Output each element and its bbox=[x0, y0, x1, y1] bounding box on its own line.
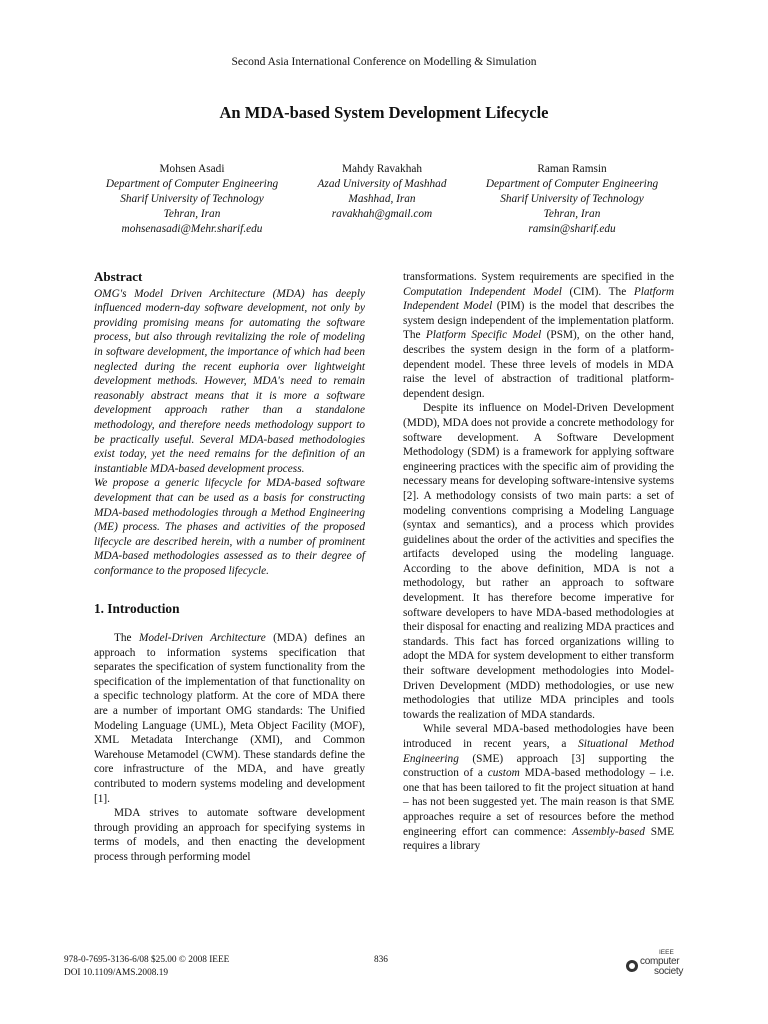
abstract-heading: Abstract bbox=[94, 269, 143, 284]
right-column bbox=[403, 270, 674, 854]
body-paragraph-1: transformations. System requirements are specified in the Computation Independent Model (CIM). The Platform Independent Model (PIM) is the model that describes the system design independent of the implementation platform. The Platform Specific Model (PSM), on the other hand, describes the system design in the form of a platform-dependent model. These three levels of models in MDA raise the level of abstraction of traditional platform-dependent design. bbox=[403, 271, 675, 400]
author-institution: Sharif University of Technology bbox=[120, 193, 264, 205]
author-name: Raman Ramsin bbox=[537, 163, 607, 175]
abstract-paragraph-2: We propose a generic lifecycle for MDA-based software development that can be used as a basis for constructing MDA-based methodologies through a Method Engineering (ME) process. The phases and activities of the proposed lifecycle are described herein, with a number of prominent MDA-based methodologies assessed as to their degree of conformance to the proposed lifecycle. bbox=[94, 477, 365, 577]
author-name: Mohsen Asadi bbox=[159, 163, 225, 175]
author-institution: Mashhad, Iran bbox=[348, 193, 416, 205]
conference-name: Second Asia International Conference on Modelling & Simulation bbox=[231, 56, 537, 68]
page-number: 836 bbox=[374, 955, 388, 965]
logo-line-1: computer bbox=[640, 956, 680, 967]
author-affiliation: Department of Computer Engineering bbox=[485, 178, 659, 190]
isbn-text: 978-0-7695-3136-6/08 $25.00 © 2008 IEEE bbox=[64, 955, 230, 965]
author-affiliation: Azad University of Mashhad bbox=[317, 178, 447, 190]
introduction-heading: 1. Introduction bbox=[94, 601, 180, 617]
author-email: ramsin@sharif.edu bbox=[528, 223, 616, 235]
author-institution: Sharif University of Technology bbox=[500, 193, 644, 205]
body-paragraph-3: While several MDA-based methodologies have been introduced in recent years, a Situational Method Engineering (SME) approach [3] supporting the construction of a custom MDA-based methodology – i.e. one that has been tailored to fit the project situation at hand – has not been suggested yet. The main reason is that SME approaches require a set of resources before the method engineering effort can commence: Assembly-based SME requires a library bbox=[403, 723, 675, 853]
ieee-logo-icon bbox=[626, 960, 638, 972]
author-city: Tehran, Iran bbox=[163, 208, 221, 220]
left-column bbox=[94, 270, 365, 865]
intro-paragraph-2: MDA strives to automate software development through providing an approach for specifying systems in terms of models, and then enacting the development process through performing model bbox=[94, 807, 365, 863]
body-paragraph-2: Despite its influence on Model-Driven Development (MDD), MDA does not provide a concrete methodology for software development. A Software Development Methodology (SDM) is a framework for applying software engineering practices with the specific aim of providing the necessary means for developing software-intensive systems [2]. A methodology consists of two main parts: a set of modeling conventions comprising a Modeling Language (syntax and semantics), and a process which provides guidelines about the order of the activities and specifies the artifacts developed using the modeling language. According to the above definition, MDA is not a methodology, but rather an approach to software development. It has therefore become imperative for software developers to have MDA-based methodologies at their disposal for enacting and realizing MDA practices and standards. This fact has forced organizations willing to adopt the MDA for system development to either transform their software development methodologies into Model-Driven Development (MDD) methodologies, or use new methodologies that utilize MDA principles and tools towards the realization of MDA standards. bbox=[403, 402, 674, 721]
footer-left bbox=[64, 954, 229, 980]
author-email: mohsenasadi@Mehr.sharif.edu bbox=[121, 223, 263, 235]
doi-text: DOI 10.1109/AMS.2008.19 bbox=[64, 968, 168, 978]
author-block-3 bbox=[457, 162, 687, 237]
abstract-paragraph-1: OMG's Model Driven Architecture (MDA) has deeply influenced modern-day software development, not only by providing promising means for automating the software process, but also through revitalizing the role of modeling in software development, the importance of which had been neglected during the recent euphoria over lightweight development methods. However, MDA's need to remain reasonably abstract means that it is more a software development approach rather than a standalone methodology, and therefore needs methodology support to be practically useful. Several MDA-based methodologies exist today, yet the need remains for the definition of an instantiable MDA-based development process. bbox=[94, 287, 365, 475]
author-name: Mahdy Ravakhah bbox=[342, 163, 422, 175]
logo-line-2: society bbox=[654, 966, 684, 977]
author-affiliation: Department of Computer Engineering bbox=[105, 178, 279, 190]
paper-title: An MDA-based System Development Lifecycle bbox=[219, 103, 549, 122]
ieee-computer-society-logo bbox=[626, 949, 706, 981]
author-email: ravakhah@gmail.com bbox=[331, 208, 433, 220]
author-city: Tehran, Iran bbox=[543, 208, 601, 220]
logo-small-text: IEEE bbox=[659, 949, 674, 956]
intro-paragraph-1: The Model-Driven Architecture (MDA) defines an approach to information systems specification that separates the specification of system functionality from the specification of the implementation of that functionality on a specific technology platform. At the core of MDA there are a number of important OMG standards: The Unified Modeling Language (UML), Meta Object Facility (MOF), XML Metadata Interchange (XMI), and Common Warehouse Metamodel (CWM). These standards define the core infrastructure of the MDA, and have greatly contributed to modern systems modeling and development [1]. bbox=[94, 632, 365, 805]
